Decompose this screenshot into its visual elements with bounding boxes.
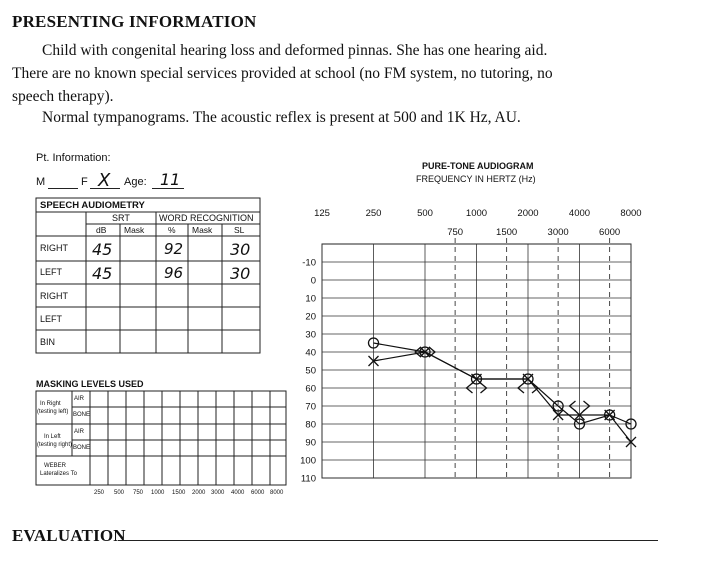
percent-header: %: [168, 225, 176, 235]
bone-label: BONE: [73, 445, 91, 451]
y-tick-label: 10: [305, 293, 316, 305]
x-tick-label: 4000: [568, 208, 591, 219]
sex-female-mark: X: [98, 170, 111, 191]
y-tick-label: 60: [305, 383, 316, 395]
y-tick-label: 40: [305, 347, 316, 359]
masking-freq-label: 3000: [211, 490, 225, 496]
masking-freq-label: 8000: [270, 490, 284, 496]
x-tick-label: 1000: [465, 208, 488, 219]
air-label: AIR: [74, 429, 85, 435]
x-mid-tick-label: 3000: [547, 227, 569, 238]
wr-sl-value: 30: [230, 264, 251, 283]
audiogram-title: PURE-TONE AUDIOGRAM: [422, 161, 534, 171]
patient-info-label: Pt. Information:: [36, 152, 111, 164]
x-mid-tick-label: 750: [447, 227, 464, 238]
x-tick-label: 250: [365, 208, 382, 219]
row-label: BIN: [40, 337, 56, 347]
age-value: 11: [160, 170, 181, 189]
paragraph-line: speech therapy).: [12, 88, 114, 105]
row-label: RIGHT: [40, 291, 68, 301]
mask-header: Mask: [124, 225, 145, 235]
evaluation-line: [118, 540, 658, 541]
series-line: [374, 352, 632, 442]
x-tick-label: 500: [417, 208, 433, 219]
row-label: LEFT: [40, 267, 63, 277]
weber-label: WEBER: [44, 463, 67, 469]
x-mid-tick-label: 6000: [599, 227, 621, 238]
y-tick-label: 0: [310, 275, 316, 287]
sex-male-label: M: [36, 176, 46, 188]
masking-freq-label: 2000: [192, 490, 206, 496]
sex-female-label: F: [81, 176, 88, 188]
masking-in-left-label: In Left: [44, 434, 61, 440]
mask2-header: Mask: [192, 225, 213, 235]
wr-pct-value: 96: [164, 264, 184, 282]
paragraph-line: Child with congenital hearing loss and deformed pinnas. She has one hearing aid.: [42, 42, 548, 59]
y-tick-label: 30: [305, 329, 316, 341]
wr-pct-value: 92: [164, 240, 184, 258]
srt-db-value: 45: [92, 264, 113, 283]
row-label: LEFT: [40, 314, 63, 324]
audiogram-subtitle: FREQUENCY IN HERTZ (Hz): [416, 174, 536, 184]
age-label: Age:: [124, 176, 147, 188]
y-tick-label: 20: [305, 311, 316, 323]
row-label: RIGHT: [40, 243, 68, 253]
y-tick-label: 90: [305, 437, 316, 449]
x-tick-label: 8000: [620, 208, 642, 219]
masking-freq-label: 4000: [231, 490, 245, 496]
y-tick-label: 70: [305, 401, 316, 413]
masking-freq-label: 1000: [151, 490, 165, 496]
masking-freq-label: 500: [114, 490, 125, 496]
word-recognition-header: WORD RECOGNITION: [159, 213, 254, 223]
x-tick-label: 2000: [517, 208, 539, 219]
bone-label: BONE: [73, 412, 91, 418]
db-header: dB: [96, 225, 107, 235]
srt-db-value: 45: [92, 240, 113, 259]
masking-title: MASKING LEVELS USED: [36, 379, 144, 389]
series-line: [374, 343, 632, 424]
paragraph-line: There are no known special services provided at school (no FM system, no tutoring, no: [12, 65, 553, 82]
sl-header: SL: [234, 225, 245, 235]
masking-testing-left-label: (testing left): [37, 409, 69, 415]
masking-freq-label: 250: [94, 490, 105, 496]
y-tick-label: 50: [305, 365, 316, 377]
masking-freq-label: 6000: [251, 490, 265, 496]
air-label: AIR: [74, 396, 85, 402]
y-tick-label: 110: [300, 473, 316, 485]
x-mid-tick-label: 1500: [496, 227, 518, 238]
masking-in-right-label: In Right: [40, 401, 61, 407]
masking-freq-label: 1500: [172, 490, 186, 496]
speech-audiometry-title: SPEECH AUDIOMETRY: [40, 200, 145, 211]
evaluation-heading: EVALUATION: [12, 526, 126, 545]
lateralizes-label: Lateralizes To: [40, 471, 77, 477]
y-tick-label: -10: [302, 257, 316, 269]
srt-header: SRT: [112, 213, 130, 223]
y-tick-label: 100: [300, 455, 316, 467]
wr-sl-value: 30: [230, 240, 251, 259]
masking-testing-right-label: (testing right): [37, 442, 73, 448]
x-tick-label: 125: [314, 208, 330, 219]
masking-freq-label: 750: [133, 490, 144, 496]
y-tick-label: 80: [305, 419, 316, 431]
presenting-heading: PRESENTING INFORMATION: [12, 12, 257, 31]
paragraph-line: Normal tympanograms. The acoustic reflex is present at 500 and 1K Hz, AU.: [42, 109, 521, 126]
